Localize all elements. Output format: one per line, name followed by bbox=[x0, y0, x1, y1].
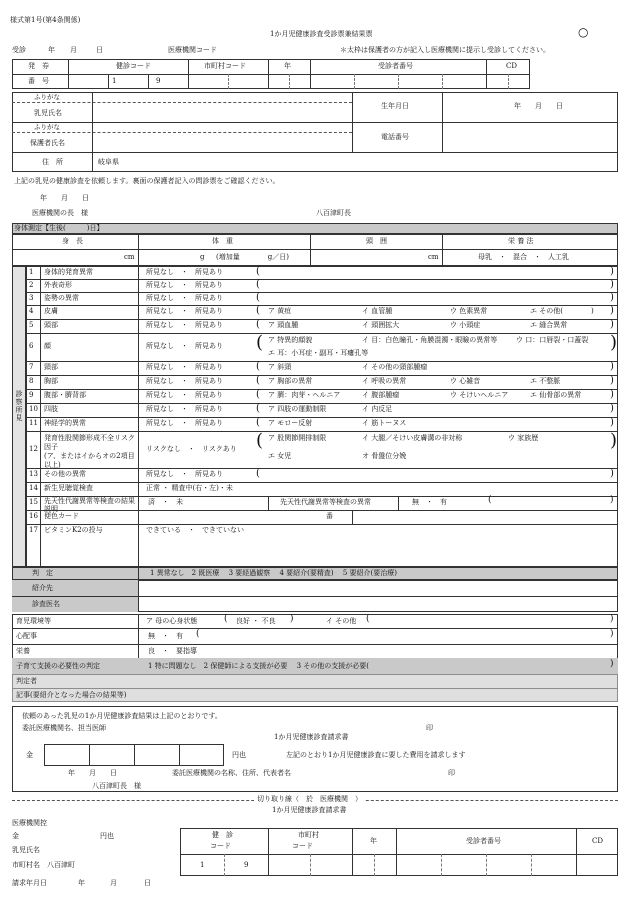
row-mid-divider bbox=[268, 496, 269, 510]
weight-unit: g bbox=[200, 253, 205, 261]
received-month: 月 bbox=[70, 46, 77, 54]
row-bracket-open: ( bbox=[256, 403, 260, 414]
row-item: 腹部・臍背部 bbox=[44, 391, 86, 399]
row-mid-label: 先天性代謝異常等検査の異常 bbox=[280, 498, 371, 506]
stub-year-header: 年 bbox=[370, 837, 377, 845]
row-number: 1 bbox=[29, 268, 34, 276]
worry-options: 無 ・ 有 bbox=[148, 632, 183, 640]
row-divider bbox=[26, 279, 618, 280]
row-options: 所見なし ・ 所見あり bbox=[146, 307, 223, 315]
row-number: 9 bbox=[29, 391, 34, 399]
support-close: ) bbox=[610, 659, 614, 669]
row-item: 四肢 bbox=[44, 405, 58, 413]
furigana-label-1: ふりがな bbox=[34, 93, 60, 101]
row-divider bbox=[26, 510, 618, 511]
row-bracket-open: ( bbox=[256, 266, 260, 277]
row-bracket-close: ) bbox=[610, 361, 614, 372]
env-label: 育児環境等 bbox=[16, 617, 51, 625]
nutrition-options: 良 ・ 要指導 bbox=[148, 647, 197, 655]
row-bracket-close: ) bbox=[610, 468, 614, 479]
row-detail: ア 四肢の運動制限 bbox=[268, 405, 327, 413]
facility-label: 委託医療機関の名称、住所、代表者名 bbox=[172, 769, 291, 777]
cd-label: CD bbox=[506, 62, 517, 70]
row-detail: エ その他( ) bbox=[530, 307, 594, 315]
row-mid-options: 無 ・ 有 bbox=[412, 498, 447, 506]
row-detail: エ 不整脈 bbox=[530, 377, 561, 385]
row-divider bbox=[26, 417, 618, 418]
row-bracket-open: ( bbox=[256, 361, 260, 372]
row-detail: ウ 小頭症 bbox=[450, 321, 481, 329]
row-bracket-open: ( bbox=[256, 319, 260, 330]
row-detail-2: エ 耳：小耳症・副耳・耳瘻孔等 bbox=[268, 349, 369, 357]
env-other-close: ) bbox=[610, 614, 614, 624]
row-bracket-open: ( bbox=[256, 389, 260, 400]
address-value: 岐阜県 bbox=[98, 158, 119, 166]
seal-2: 印 bbox=[448, 769, 455, 777]
judge-options: 1 異常なし 2 既医療 3 要経過観察 4 要紹介(要精査) 5 要紹介(要治療) bbox=[150, 569, 397, 577]
row-number: 4 bbox=[29, 307, 34, 315]
stub-claim-date: 請求年月日 bbox=[12, 879, 47, 887]
row-mid-label: 番 bbox=[326, 512, 333, 520]
row-mid-divider bbox=[398, 496, 399, 510]
row-number: 7 bbox=[29, 363, 34, 371]
row-bracket-close: ) bbox=[610, 279, 614, 290]
stub-city-code: コード bbox=[292, 842, 313, 850]
row-options: 所見なし ・ 所見あり bbox=[146, 419, 223, 427]
dob-value: 年 月 日 bbox=[514, 102, 563, 110]
billing-date: 年 月 日 bbox=[68, 769, 117, 777]
row-divider bbox=[26, 524, 618, 525]
row-divider bbox=[26, 319, 618, 320]
nutrition-label: 栄養 bbox=[16, 647, 30, 655]
row-bracket-open: ( bbox=[256, 430, 264, 451]
row-item: 頸部 bbox=[44, 363, 58, 371]
billing-text-1: 依頼のあった乳児の1か月児健康診査結果は上記のとおりです。 bbox=[22, 712, 222, 720]
doctor-label: 診査医名 bbox=[32, 600, 60, 608]
referral-label: 紹介先 bbox=[32, 584, 53, 592]
guardian-name-label: 保護者氏名 bbox=[30, 139, 65, 147]
row-number: 5 bbox=[29, 321, 34, 329]
row-number: 12 bbox=[29, 445, 38, 453]
row-bracket-open: ( bbox=[256, 279, 260, 290]
row-item: 頭部 bbox=[44, 321, 58, 329]
row-detail: イ 内反足 bbox=[362, 405, 393, 413]
feeding-options: 母乳 ・ 混合 ・ 人工乳 bbox=[478, 253, 569, 261]
row-detail: イ その他の頸部腫瘤 bbox=[362, 363, 428, 371]
row-item: 外表奇形 bbox=[44, 281, 72, 289]
billing-title: 1か月児健康診査請求書 bbox=[274, 733, 349, 741]
row-item-sub: (ア、またはイからオの2項目以上) bbox=[44, 452, 135, 469]
row-detail: ア モロー反射 bbox=[268, 419, 313, 427]
row-detail: ウ 心雑音 bbox=[450, 377, 481, 385]
billing-to: 八百津町長 様 bbox=[92, 782, 141, 790]
row-number: 17 bbox=[29, 526, 38, 534]
row-divider bbox=[26, 468, 618, 469]
corner-circle: ○ bbox=[578, 25, 589, 39]
row-detail: イ 筋トーヌス bbox=[362, 419, 407, 427]
kenshin-code-label: 健診コード bbox=[116, 62, 151, 70]
row-options: リスクなし ・ リスクあり bbox=[146, 445, 237, 453]
received-label: 受診 bbox=[12, 46, 26, 54]
row-detail: ア 臍：肉芽・ヘルニア bbox=[268, 391, 341, 399]
stub-day: 日 bbox=[144, 879, 151, 887]
row-detail: イ 血管腫 bbox=[362, 307, 393, 315]
row-item: その他の異常 bbox=[44, 470, 86, 478]
row-item: 神経学的異常 bbox=[44, 419, 86, 427]
row-detail: ア 黄疸 bbox=[268, 307, 292, 315]
row-item: 便色カード bbox=[44, 512, 79, 520]
row-bracket-close: ) bbox=[610, 417, 614, 428]
stub-city: 市町村名 八百津町 bbox=[12, 861, 75, 869]
number-label: 番 号 bbox=[28, 77, 49, 85]
head-unit: cm bbox=[428, 253, 439, 261]
cut-line-label: 切り取り線（ 於 医療機関 ） bbox=[254, 796, 365, 803]
row-detail: ウ そけいヘルニア bbox=[450, 391, 509, 399]
env-mother: ア 母の心身状態 bbox=[146, 617, 198, 625]
stub-money: 金 bbox=[12, 832, 19, 840]
row-divider bbox=[26, 305, 618, 306]
row-options: 所見なし ・ 所見あり bbox=[146, 470, 223, 478]
row-detail: ア 胸部の異常 bbox=[268, 377, 313, 385]
stub-title: 1か月児健康診査請求書 bbox=[272, 806, 347, 814]
address-label: 住 所 bbox=[42, 158, 63, 166]
row-number: 14 bbox=[29, 484, 38, 492]
row-divider bbox=[26, 361, 618, 362]
row-bracket-close: ) bbox=[610, 292, 614, 303]
row-bracket-close: ) bbox=[610, 495, 614, 505]
row-number: 15 bbox=[29, 498, 38, 506]
row-detail: イ 呼吸の異常 bbox=[362, 377, 407, 385]
digit-1: 1 bbox=[112, 77, 117, 85]
stub-cd: CD bbox=[592, 837, 603, 845]
row-detail: ア 特異的顔貌 bbox=[268, 336, 313, 344]
head-label: 頭 囲 bbox=[366, 237, 387, 245]
furigana-label-2: ふりがな bbox=[34, 123, 60, 131]
stub-kenshin: 健 診 bbox=[212, 831, 233, 839]
measure-label: 身体測定【生後( )日】 bbox=[14, 224, 104, 232]
env-other: イ その他 bbox=[326, 617, 357, 625]
row-options: 所見なし ・ 所見あり bbox=[146, 281, 223, 289]
request-to: 医療機関の長 様 bbox=[32, 209, 88, 217]
height-label: 身 長 bbox=[62, 237, 83, 245]
judge-person-label: 判定者 bbox=[16, 677, 37, 685]
stub-year: 年 bbox=[78, 879, 85, 887]
row-options: 所見なし ・ 所見あり bbox=[146, 321, 223, 329]
side-label: 診察所見 bbox=[15, 390, 23, 422]
env-bracket-close: ) bbox=[290, 614, 294, 624]
row-bracket-open: ( bbox=[256, 468, 260, 479]
env-bracket-open: ( bbox=[224, 614, 228, 624]
worry-close: ) bbox=[610, 629, 614, 639]
row-options: 済 ・ 未 bbox=[148, 498, 183, 506]
seal-1: 印 bbox=[426, 724, 433, 732]
yen-label: 円也 bbox=[232, 751, 246, 759]
row-detail: ウ 色素異常 bbox=[450, 307, 488, 315]
row-bracket-open: ( bbox=[256, 375, 260, 386]
row-bracket-open: ( bbox=[256, 332, 264, 353]
form-number: 様式第1号(第4条関係) bbox=[10, 16, 81, 24]
city-code-label: 市町村コード bbox=[204, 62, 246, 70]
row-detail-2: エ 女児 bbox=[268, 452, 292, 460]
row-number: 13 bbox=[29, 470, 38, 478]
request-date: 年 月 日 bbox=[40, 194, 89, 202]
row-divider bbox=[26, 482, 618, 483]
row-detail: ア 頭血腫 bbox=[268, 321, 299, 329]
row-options: 所見なし ・ 所見あり bbox=[146, 405, 223, 413]
support-options: 1 特に問題なし 2 保健師による支援が必要 3 その他の支援が必要( bbox=[148, 662, 369, 670]
row-detail: イ 目：白色瞳孔・角膜混濁・眼瞼の異常等 bbox=[362, 336, 498, 344]
dob-label: 生年月日 bbox=[381, 102, 409, 110]
row-number: 6 bbox=[29, 342, 34, 350]
row-divider bbox=[26, 292, 618, 293]
copy-label: 医療機関控 bbox=[12, 819, 47, 827]
stub-digit-1: 1 bbox=[200, 861, 205, 869]
claim-text: 左記のとおり1か月児健康診査に要した費用を請求します bbox=[286, 751, 466, 759]
row-bracket-close: ) bbox=[610, 332, 618, 353]
row-bracket-close: ) bbox=[610, 375, 614, 386]
row-bracket-open: ( bbox=[256, 292, 260, 303]
row-detail: イ 腹部腫瘤 bbox=[362, 391, 400, 399]
row-bracket-close: ) bbox=[610, 319, 614, 330]
worry-open: ( bbox=[196, 629, 200, 639]
billing-text-2: 委託医療機関名、担当医師 bbox=[22, 724, 106, 732]
phone-label: 電話番号 bbox=[381, 133, 409, 141]
row-options: 所見なし ・ 所見あり bbox=[146, 294, 223, 302]
row-mid-divider bbox=[352, 510, 353, 524]
stub-recipient: 受診者番号 bbox=[466, 837, 501, 845]
env-other-open: ( bbox=[366, 614, 370, 624]
stub-infant: 乳児氏名 bbox=[12, 846, 40, 854]
stub-month: 月 bbox=[110, 879, 117, 887]
row-item: 姿勢の異常 bbox=[44, 294, 79, 302]
row-detail: イ 大腿／そけい皮膚溝の非対称 bbox=[362, 434, 463, 442]
row-divider bbox=[26, 431, 618, 432]
row-number: 16 bbox=[29, 512, 38, 520]
row-number: 2 bbox=[29, 281, 34, 289]
stub-yen: 円也 bbox=[100, 832, 114, 840]
row-item: ビタミンK2の投与 bbox=[44, 526, 103, 534]
mayor-label: 八百津町長 bbox=[316, 209, 351, 217]
row-bracket-open: ( bbox=[256, 305, 260, 316]
row-number: 11 bbox=[29, 419, 38, 427]
money-label: 金 bbox=[26, 751, 33, 759]
row-divider bbox=[26, 403, 618, 404]
row-options: 所見なし ・ 所見あり bbox=[146, 363, 223, 371]
row-options: 正常 ・ 精査中(右・左)・未 bbox=[146, 484, 233, 492]
row-number: 10 bbox=[29, 405, 38, 413]
judge-label: 判 定 bbox=[32, 569, 53, 577]
worry-label: 心配事 bbox=[16, 632, 37, 640]
received-year: 年 bbox=[48, 46, 55, 54]
row-number: 3 bbox=[29, 294, 34, 302]
row-bracket-open: ( bbox=[488, 495, 492, 505]
issuer-label: 発 券 bbox=[28, 62, 49, 70]
row-bracket-close: ) bbox=[610, 430, 618, 451]
row-detail: イ 頭囲拡大 bbox=[362, 321, 400, 329]
received-day: 日 bbox=[96, 46, 103, 54]
row-item: 顔 bbox=[44, 342, 51, 350]
year-label: 年 bbox=[284, 62, 291, 70]
stub-digit-9: 9 bbox=[244, 861, 249, 869]
row-detail-2: オ 骨盤位分娩 bbox=[362, 452, 407, 460]
row-bracket-close: ) bbox=[610, 266, 614, 277]
row-item: 新生児聴覚検査 bbox=[44, 484, 93, 492]
support-label: 子育て支援の必要性の判定 bbox=[16, 662, 100, 670]
form-title: 1か月児健康診査受診票兼結果票 bbox=[270, 30, 373, 38]
stub-code: コード bbox=[210, 842, 231, 850]
facility-code-label: 医療機関コード bbox=[168, 46, 217, 54]
digit-9: 9 bbox=[156, 77, 161, 85]
row-bracket-open: ( bbox=[256, 417, 260, 428]
stub-city-header: 市町村 bbox=[298, 831, 319, 839]
row-item: 先天性代謝異常等検査の結果説明 bbox=[44, 497, 135, 513]
row-item: 胸部 bbox=[44, 377, 58, 385]
row-item: 発育性股関節形成不全リスク因子 bbox=[44, 434, 135, 451]
infant-name-label: 乳児氏名 bbox=[34, 109, 62, 117]
row-number: 8 bbox=[29, 377, 34, 385]
instruction-text: ＊太枠は保護者の方が記入し医療機関に提示し受診してください。 bbox=[340, 46, 550, 54]
record-label: 記事(要紹介となった場合の結果等) bbox=[16, 691, 127, 699]
row-divider bbox=[26, 333, 618, 334]
height-unit: cm bbox=[124, 253, 135, 261]
env-status: 良好 ・ 不良 bbox=[236, 617, 276, 625]
request-text: 上記の乳児の健康診査を依頼します。裏面の保護者記入の問診票をご確認ください。 bbox=[14, 177, 280, 185]
row-item: 身体的発育異常 bbox=[44, 268, 93, 276]
row-detail: エ 縫合異常 bbox=[530, 321, 568, 329]
row-bracket-close: ) bbox=[610, 305, 614, 316]
weight-label: 体 重 bbox=[212, 237, 233, 245]
row-detail: ウ 家族歴 bbox=[508, 434, 539, 442]
row-bracket-close: ) bbox=[610, 389, 614, 400]
row-detail: エ 仙骨部の異常 bbox=[530, 391, 582, 399]
row-detail: ウ 口：口唇裂・口蓋裂 bbox=[516, 336, 589, 344]
weight-gain: (増加量 g／日) bbox=[216, 253, 289, 261]
row-bracket-close: ) bbox=[610, 403, 614, 414]
row-options: 所見なし ・ 所見あり bbox=[146, 342, 223, 350]
row-options: 所見なし ・ 所見あり bbox=[146, 391, 223, 399]
feeding-label: 栄 養 法 bbox=[508, 237, 534, 245]
row-options: できている ・ できていない bbox=[146, 526, 244, 534]
row-divider bbox=[26, 375, 618, 376]
recipient-no-label: 受診者番号 bbox=[378, 62, 413, 70]
row-options: 所見なし ・ 所見あり bbox=[146, 268, 223, 276]
row-divider bbox=[26, 389, 618, 390]
row-options: 所見なし ・ 所見あり bbox=[146, 377, 223, 385]
row-detail: ア 股関節開排制限 bbox=[268, 434, 327, 442]
row-item: 皮膚 bbox=[44, 307, 58, 315]
row-detail: ア 斜頸 bbox=[268, 363, 292, 371]
